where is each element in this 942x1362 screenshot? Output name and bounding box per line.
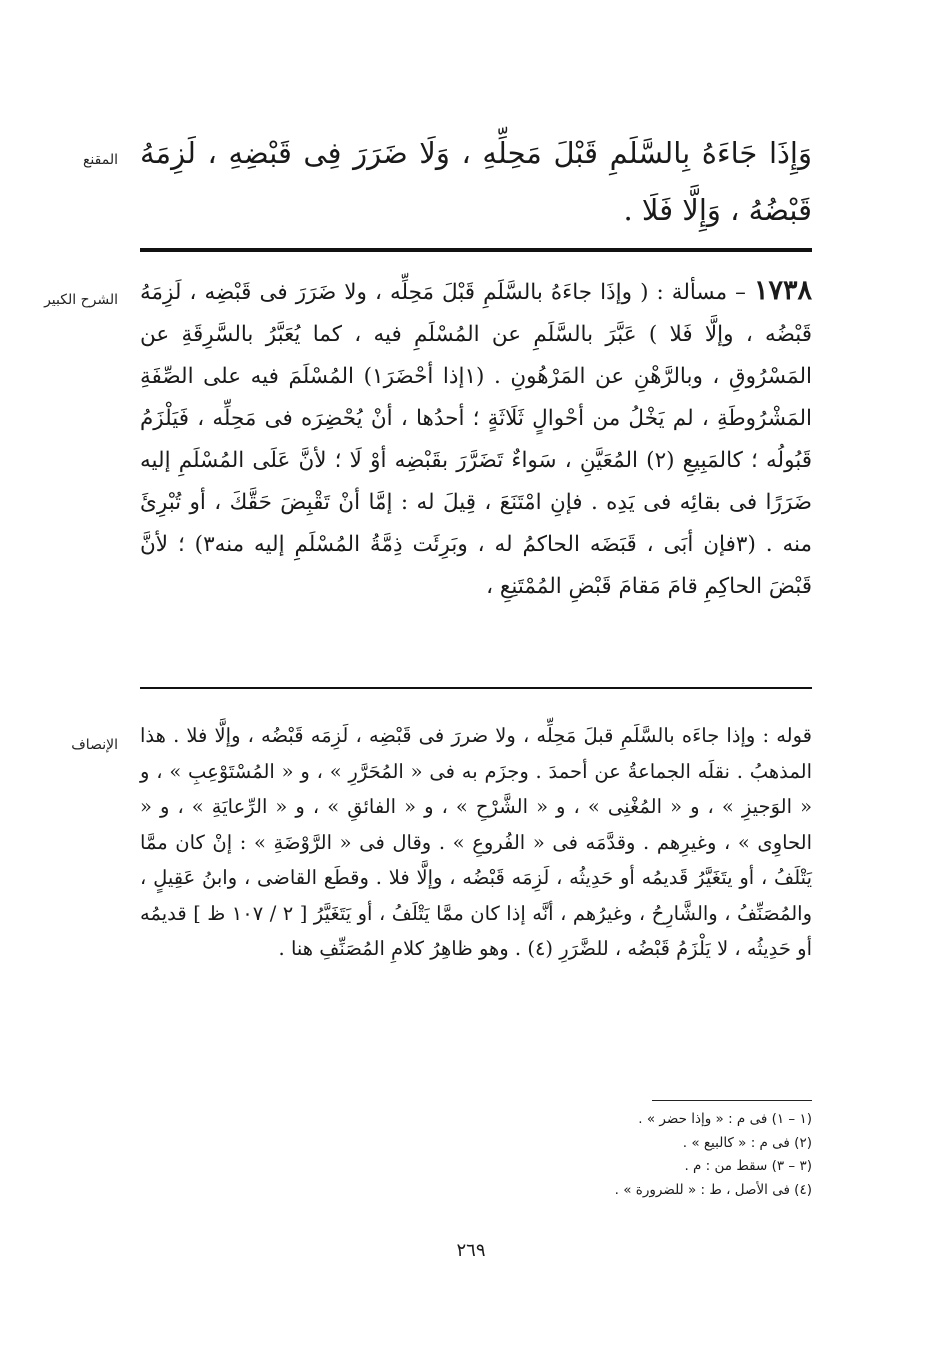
muqni-text: وَإِذَا جَاءَهُ بِالسَّلَمِ قَبْلَ مَحِلِّهِ ، وَلَا ضَرَرَ فِى قَبْضِهِ ، لَزِمَهُ قَبْضُهُ ، وَإِلَّا فَلَا . [140,136,812,227]
insaf-text: قوله : وإذا جاءَه بالسَّلَمِ قبلَ مَحِلِّه ، ولا ضررَ فى قَبْضِه ، لَزِمَه قَبْضُه ، وإلَّا فلا . هذا المذهبُ . نقلَه الجماعةُ عن أحمدَ . وجزَم به فى « المُحَرَّرِ » ، و « المُسْتَوْعِبِ » ، و « الوَجيزِ » ، و « المُغْنِى » ، و « الشَّرْحِ » ، و « الفائقِ » ، و « الرِّعايَةِ » ، و « الحاوِى » ، وغيرِهم . وقدَّمَه فى « الفُروعِ » . وقال فى « الرَّوْضَةِ » : إنْ كان ممَّا يَتْلَفُ ، أو يتَغَيَّرُ قَديمُه أو حَدِيثُه ، لَزِمَه قَبْضُه ، وإلَّا فلا . وقطَع القاضى ، وابنُ عَقِيلٍ ، والمُصَنِّفُ ، والشَّارِحُ ، وغيرُهم ، أنَّه إذا كان ممَّا يَتْلَفُ ، أو يَتَغَيَّرُ [ ٢ / ١٠٧ ظ ] قديمُه أو حَدِيثُه ، لا يَلْزَمُ قَبْضُه ، للضَّرَرِ (٤) . وهو ظاهِرُ كلامِ المُصَنِّفِ هنا . [140,724,813,960]
sharh-paragraph [140,270,812,608]
section-divider-thick [140,248,812,252]
footnote-divider [652,1100,812,1101]
muqni-text-block [140,125,812,239]
section-label-sharh: الشرح الكبير [44,292,118,308]
footnote-item: (٤) فى الأصل ، ط : « للضرورة » . [614,1181,812,1198]
page-number: ٢٦٩ [456,1240,486,1261]
section-label-insaf: الإنصاف [71,737,118,753]
section-divider-thin [140,687,812,689]
sharh-text-block [140,270,812,608]
footnote-item: (٣ – ٣) سقط من : م . [684,1158,812,1174]
insaf-text-block [140,718,812,967]
sharh-text: – مسألة : ( وإذَا جاءَهُ بالسَّلَمِ قَبْلَ مَحِلِّه ، ولا ضَرَرَ فى قَبْضِه ، لَزِمَهُ قَبْضُه ، وإلَّا فَلا ) عَبَّرَ بالسَّلَمِ عن المُسْلَمِ فيه ، كما يُعَبَّرُ بالسَّرِقَةِ عن المَسْرُوقِ ، وبالرَّهْنِ عن المَرْهُونِ . (١إذا أحْضَرَ١) المُسْلَمَ فيه على الصِّفَةِ المَشْرُوطَةِ ، لم يَخْلُ من أحْوالٍ ثَلَاثَةٍ ؛ أحدُها ، أنْ يُحْضِرَه فى مَحِلِّه ، فَيَلْزَمُ قَبُولُه ؛ كالمَبِيعِ (٢) المُعَيَّنِ ، سَواءٌ تَضَرَّرَ بقَبْضِه أوْ لَا ؛ لأنَّ عَلَى المُسْلَمِ إليه ضَرَرًا فى بقائِه فى يَدِه . فإنِ امْتَنَعَ ، قِيلَ له : إمَّا أنْ تَقْبِضَ حَقَّكَ ، أو تُبْرِئَ منه . (٣فإن أبَى ، قَبَضَه الحاكمُ له ، وبَرِئَت ذِمَّةُ المُسْلَمِ إليه منه٣) ؛ لأنَّ قَبْضَ الحاكِمِ قامَ مَقامَ قَبْضِ المُمْتَنِعِ ، [140,280,812,599]
footnote-item: (٢) فى م : « كالبيع » . [682,1134,812,1151]
footnotes [400,1108,812,1202]
footnote-item: (١ – ١) فى م : « وإذا حضر » . [638,1111,812,1127]
masala-number: ١٧٣٨ [754,275,813,306]
section-label-muqni: المقنع [82,152,118,168]
